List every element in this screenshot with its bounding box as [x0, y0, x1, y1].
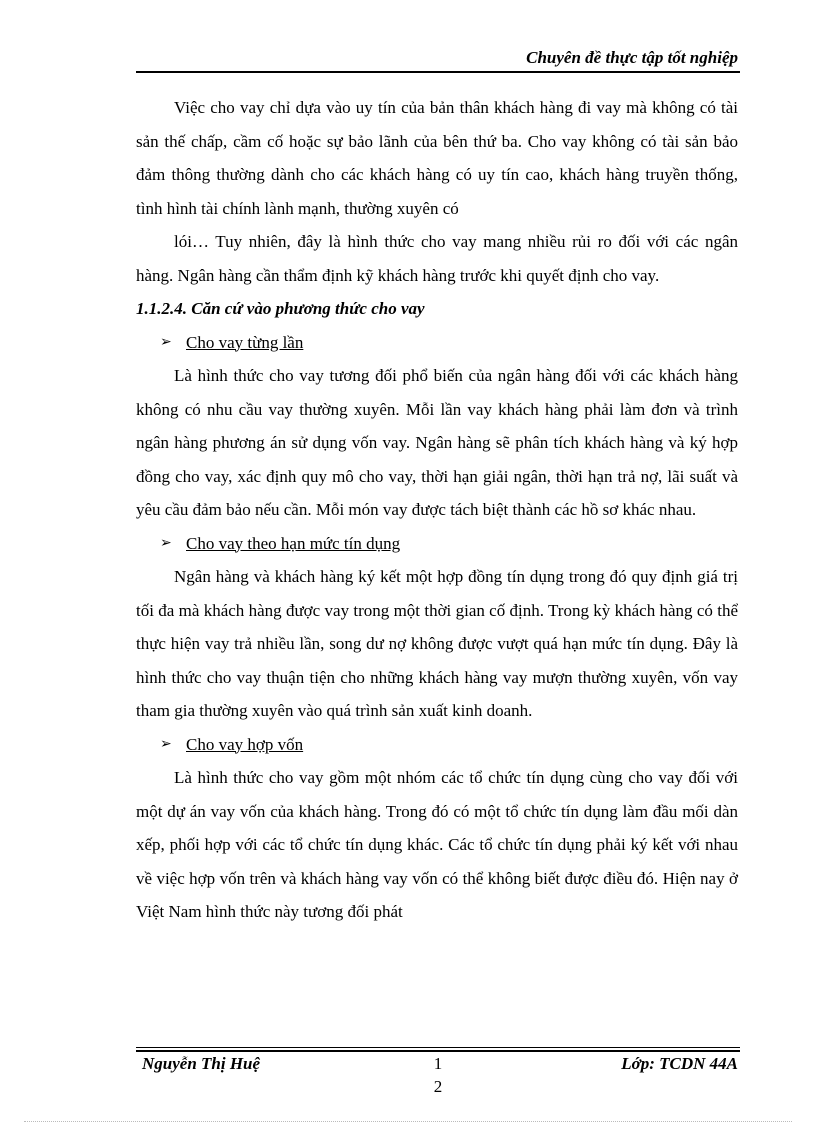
page-edge: [24, 1121, 792, 1122]
bullet-item-2: [136, 527, 738, 561]
paragraph-4: Ngân hàng và khách hàng ký kết một hợp đồng tín dụng trong đó quy định giá trị tối đa mà khách hàng được vay trong một thời gian cố định. Trong kỳ khách hàng có thể thực hiện vay trả nhiều lần, song dư nợ không được vượt quá hạn mức tín dụng. Đây là hình thức cho vay thuận tiện cho những khách hàng vay mượn thường xuyên, vốn vay tham gia thường xuyên vào quá trình sản xuất kinh doanh.: [136, 567, 738, 720]
header-title: Chuyên đề thực tập tốt nghiệp: [526, 48, 738, 67]
paragraph-3: Là hình thức cho vay tương đối phổ biến của ngân hàng đối với các khách hàng không có nhu cầu vay thường xuyên. Mỗi lần vay khách hàng phải làm đơn và trình ngân hàng phương án sử dụng vốn vay. Ngân hàng sẽ phân tích khách hàng và ký hợp đồng cho vay, xác định quy mô cho vay, thời hạn giải ngân, thời hạn trả nợ, lãi suất và yêu cầu đảm bảo nếu cần. Mỗi món vay được tách biệt thành các hồ sơ khác nhau.: [136, 366, 738, 519]
page-number: [408, 1052, 468, 1098]
section-heading: 1.1.2.4. Căn cứ vào phương thức cho vay: [136, 299, 425, 318]
bullet-label: Cho vay từng lần: [186, 332, 304, 352]
paragraph-5: Là hình thức cho vay gồm một nhóm các tổ chức tín dụng cùng cho vay đối với một dự án vay vốn của khách hàng. Trong đó có một tổ chức tín dụng làm đầu mối dàn xếp, phối hợp với các tổ chức tín dụng khác. Các tổ chức tín dụng phải ký kết với nhau về việc hợp vốn trên và khách hàng vay vốn có thể không biết được điều đó. Hiện nay ở Việt Nam hình thức này tương đối phát: [136, 768, 738, 921]
paragraph-1: Việc cho vay chỉ dựa vào uy tín của bản thân khách hàng đi vay mà không có tài sản thế chấp, cầm cố hoặc sự bảo lãnh của bên thứ ba. Cho vay không có tài sản bảo đảm thông thường dành cho các khách hàng có uy tín cao, khách hàng truyền thống, tình hình tài chính lành mạnh, thường xuyên có: [136, 98, 738, 218]
document-body: [136, 91, 738, 929]
bullet-item-3: [136, 728, 738, 762]
page-number-line-2: 2: [433, 1077, 443, 1096]
bullet-label: Cho vay hợp vốn: [186, 734, 304, 754]
footer-rule: [136, 1047, 740, 1048]
arrowhead-bullet-icon: ➢: [160, 334, 172, 350]
footer-author: Nguyễn Thị Huệ: [142, 1054, 261, 1073]
paragraph-2: lói… Tuy nhiên, đây là hình thức cho vay mang nhiều rủi ro đối với các ngân hàng. Ngân hàng cần thẩm định kỹ khách hàng trước khi quyết định cho vay.: [136, 232, 738, 285]
header-rule: [136, 71, 740, 73]
arrowhead-bullet-icon: ➢: [160, 535, 172, 551]
page-number-line-1: 1: [433, 1054, 443, 1073]
arrowhead-bullet-icon: ➢: [160, 736, 172, 752]
bullet-item-1: [136, 326, 738, 360]
footer-class: Lớp: TCDN 44A: [621, 1054, 738, 1073]
bullet-label: Cho vay theo hạn mức tín dụng: [186, 533, 401, 553]
